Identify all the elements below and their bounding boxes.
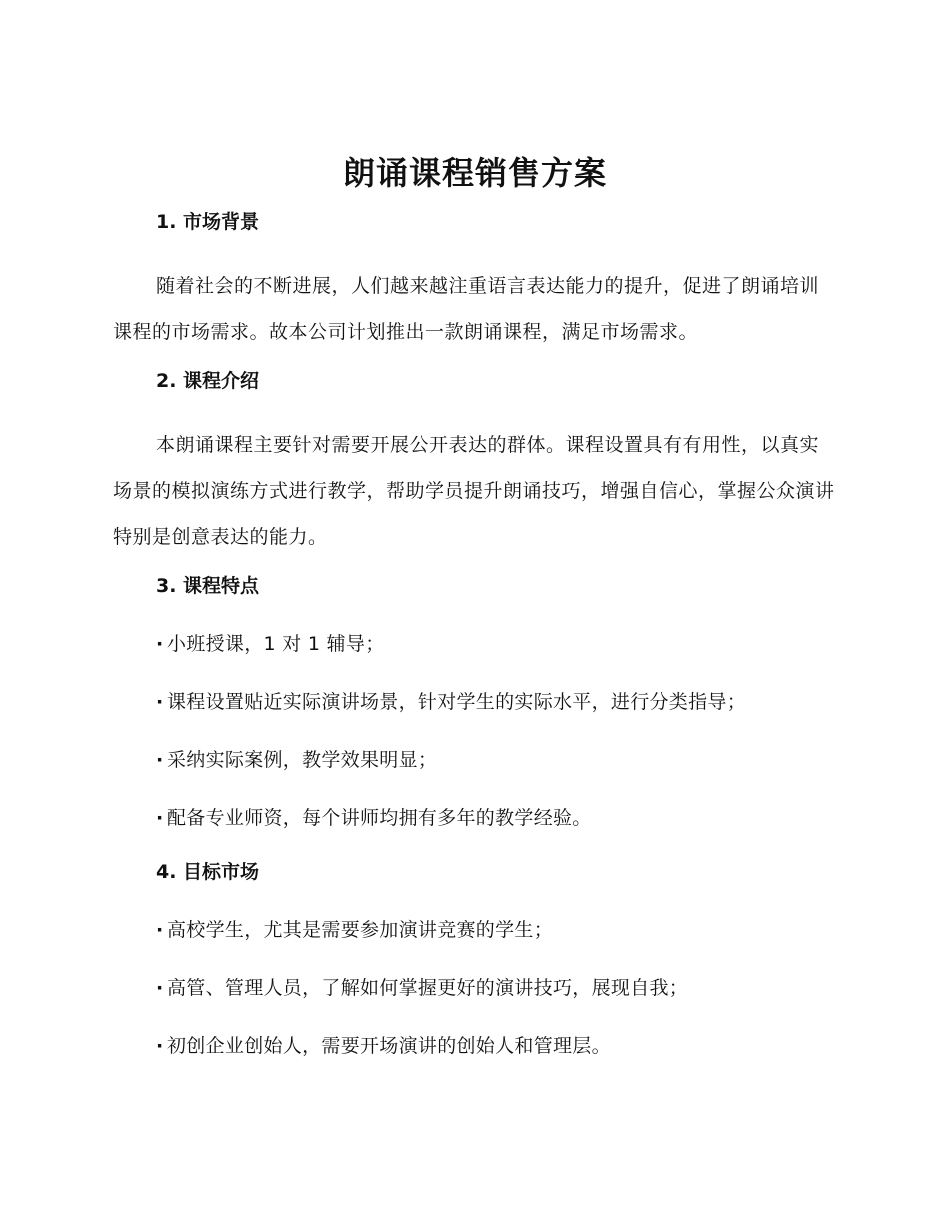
section-target-market [113,857,837,1061]
bullet-icon: · [156,749,164,771]
list-item: · 采纳实际案例，教学效果明显； [113,745,837,775]
list-item: · 小班授课，1 对 1 辅导； [113,629,837,659]
bullet-icon: · [156,691,164,713]
section-paragraph: 本朗诵课程主要针对需要开展公开表达的群体。课程设置具有有用性，以真实场景的模拟演练方式进行教学，帮助学员提升朗诵技巧，增强自信心，掌握公众演讲特别是创意表达的能力。 [113,434,835,548]
document-title: 朗诵课程销售方案 [342,154,607,192]
section-course-intro [113,366,837,560]
list-item: · 高校学生，尤其是需要参加演讲竞赛的学生； [113,915,837,945]
bullet-icon: · [156,1035,164,1057]
bullet-icon: · [156,919,164,941]
list-item: · 课程设置贴近实际演讲场景，针对学生的实际水平，进行分类指导； [113,687,837,717]
list-item: · 配备专业师资，每个讲师均拥有多年的教学经验。 [113,803,837,833]
section-heading: 3. 课程特点 [156,575,260,597]
section-market-background [113,207,837,355]
list-item: · 初创企业创始人，需要开场演讲的创始人和管理层。 [113,1031,837,1061]
bullet-icon: · [156,807,164,829]
section-paragraph: 随着社会的不断进展，人们越来越注重语言表达能力的提升，促进了朗诵培训课程的市场需求。故本公司计划推出一款朗诵课程，满足市场需求。 [113,275,820,343]
section-course-features [113,571,837,833]
bullet-icon: · [156,633,164,655]
section-heading: 2. 课程介绍 [156,370,260,392]
list-item: · 高管、管理人员，了解如何掌握更好的演讲技巧，展现自我； [113,973,837,1003]
section-heading: 1. 市场背景 [156,211,260,233]
bullet-icon: · [156,977,164,999]
section-heading: 4. 目标市场 [156,861,260,883]
